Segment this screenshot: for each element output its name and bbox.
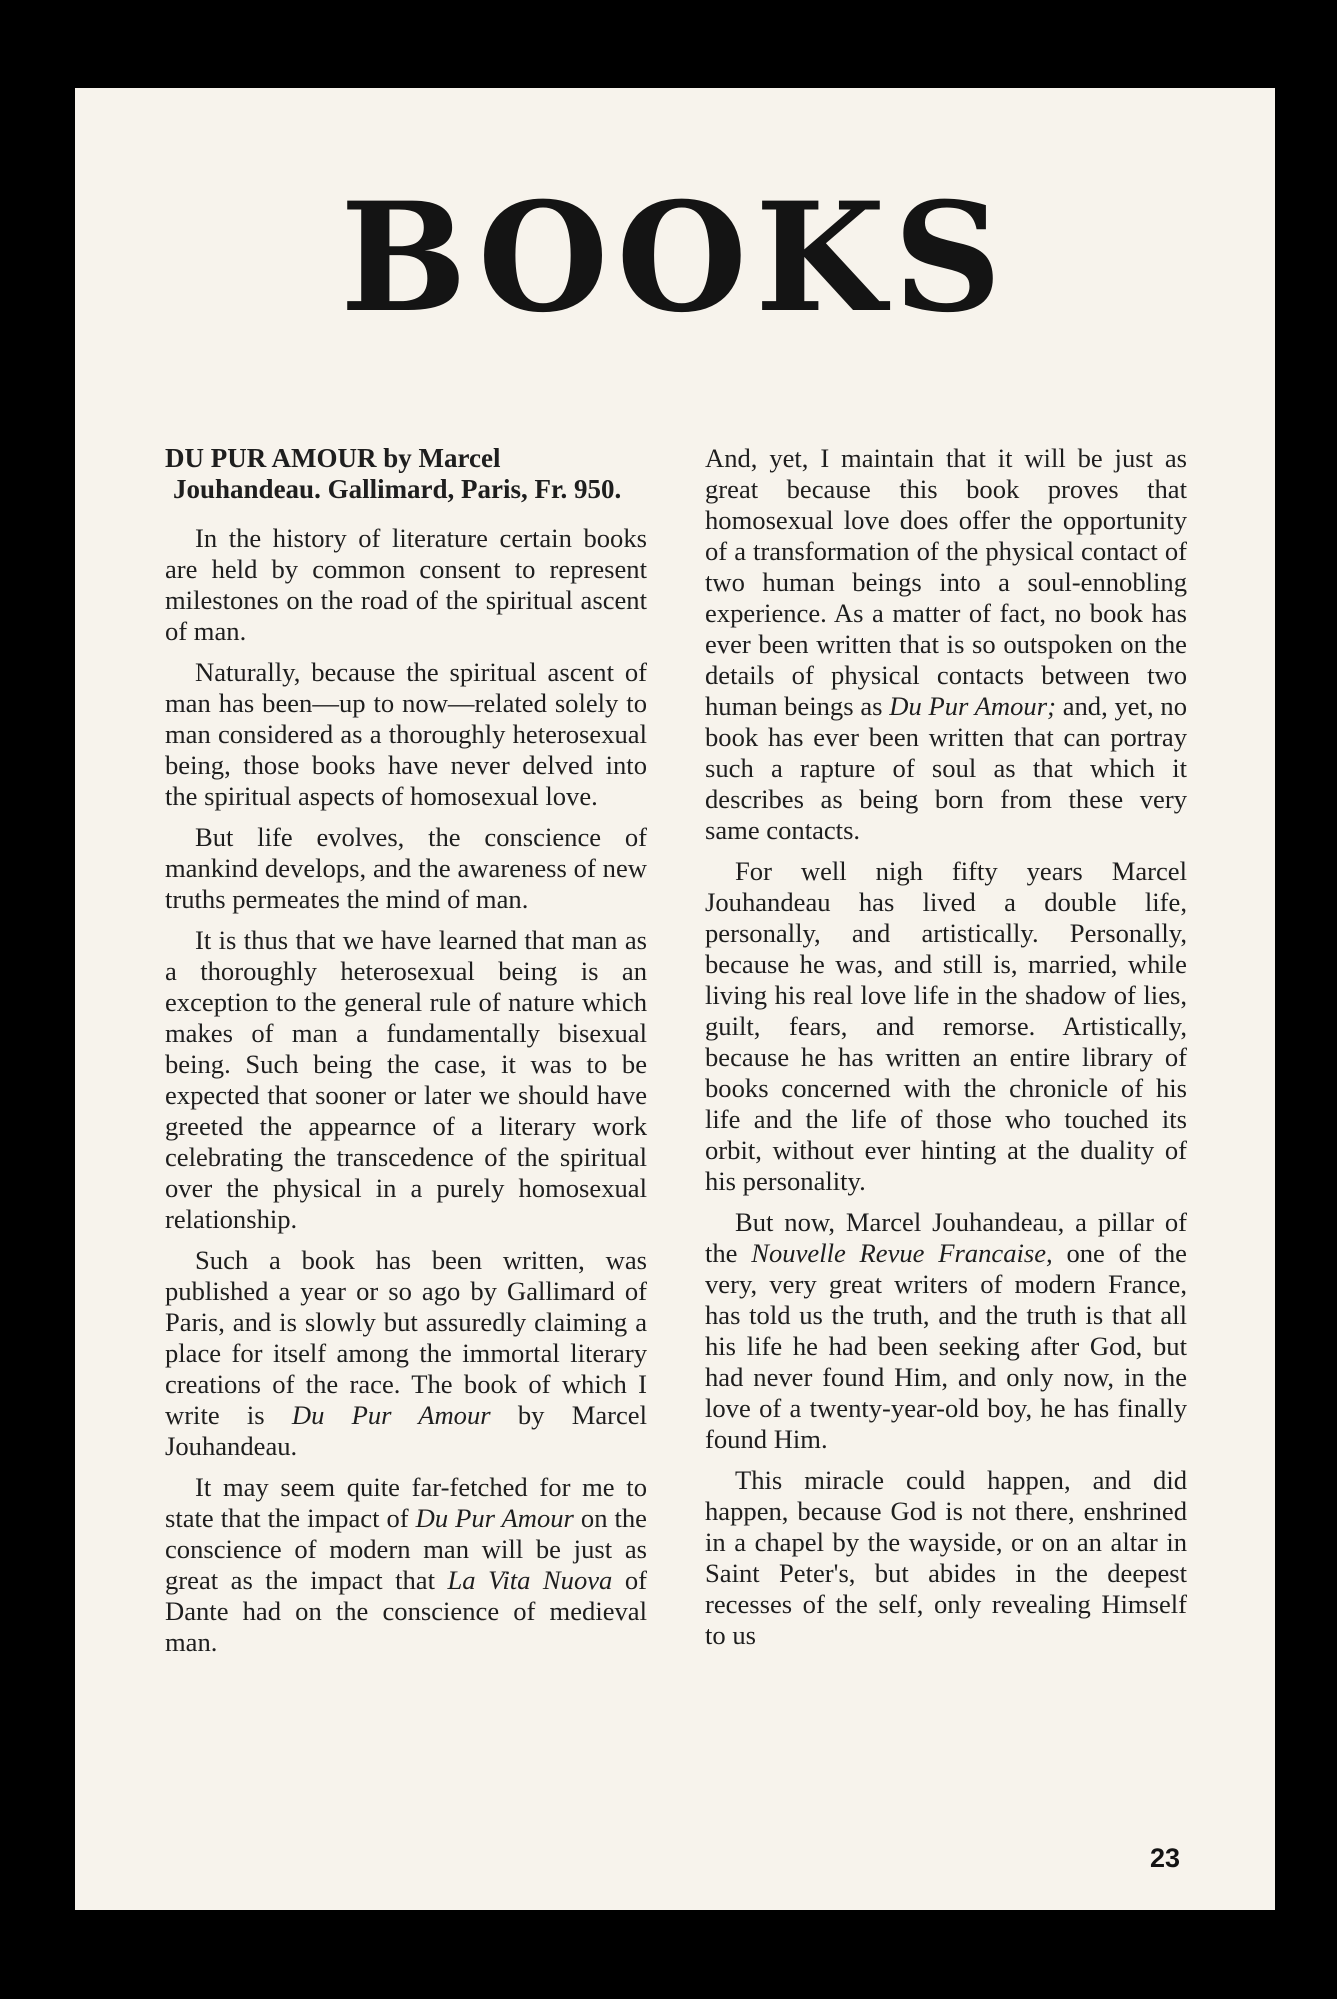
paragraph: [705, 1207, 1187, 1455]
paragraph: [165, 1472, 647, 1658]
paragraph: For well nigh fifty years Marcel Jouhandeau has lived a double life, personally, and artistically. Personally, because he was, and still is, married, while living his real love life in the shadow of lies, guilt, fears, and remorse. Artistically, because he has written an entire library of books concerned with the chronicle of his life and the life of those who touched its orbit, without ever hinting at the duality of his personality.: [705, 856, 1187, 1196]
text-run: of Dante had on the conscience of medieval man.: [165, 1565, 647, 1657]
paragraph: It is thus that we have learned that man as a thoroughly heterosexual being is an exception to the general rule of nature which makes of man a fundamentally bisexual being. Such being the case, it was to be expected that sooner or later we should have greeted the appearnce of a literary work celebrating the transcedence of the spiritual over the physical in a purely homosexual relationship.: [165, 925, 647, 1234]
left-column: [165, 443, 647, 1668]
book-title-italic: La Vita Nuova: [447, 1565, 613, 1595]
paragraph: [165, 1245, 647, 1462]
paragraph: Naturally, because the spiritual ascent of man has been—up to now—related solely to man considered as a thoroughly heterosexual being, those books have never delved into the spiritual aspects of homosexual love.: [165, 657, 647, 811]
journal-title-italic: Nouvelle Revue Francaise,: [751, 1238, 1053, 1268]
page-number: 23: [1149, 1843, 1180, 1873]
paragraph: But life evolves, the conscience of mankind develops, and the awareness of new truths permeates the mind of man.: [165, 822, 647, 914]
paragraph: This miracle could happen, and did happen, because God is not there, enshrined in a chapel by the wayside, or on an altar in Saint Peter's, but abides in the deepest recesses of the self, only revealing Himself to us: [705, 1465, 1187, 1650]
paragraph: [705, 443, 1187, 846]
magazine-page: [75, 88, 1275, 1910]
right-column: [705, 443, 1187, 1661]
text-run: one of the very, very great writers of modern France, has told us the truth, and the truth is that all his life he had been seeking after God, but had never found Him, and only now, in the love of a twenty-year-old boy, he has finally found Him.: [705, 1238, 1187, 1454]
text-run: and, yet, no book has ever been written that can portray such a rapture of soul as that which it describes as being born from these very same contacts.: [705, 691, 1187, 845]
book-title-italic: Du Pur Amour: [291, 1400, 491, 1430]
book-title-italic: Du Pur Amour: [415, 1503, 574, 1533]
text-run: Such a book has been written, was published a year or so ago by Gallimard of Paris, and is slowly but assuredly claiming a place for itself among the immortal literary creations of the race. The book of which I write is: [165, 1245, 647, 1430]
text-run: on the conscience of modern man will be just as great as the impact that: [165, 1503, 647, 1595]
section-title: BOOKS: [340, 170, 1010, 346]
review-heading: DU PUR AMOUR by Marcel Jouhandeau. Gallimard, Paris, Fr. 950.: [165, 443, 622, 504]
text-run: It may seem quite far-fetched for me to state that the impact of: [165, 1472, 647, 1533]
paragraph: In the history of literature certain books are held by common consent to represent milestones on the road of the spiritual ascent of man.: [165, 523, 647, 646]
text-run: But now, Marcel Jouhandeau, a pillar of the: [705, 1207, 1187, 1268]
text-run: And, yet, I maintain that it will be just as great because this book proves that homosexual love does offer the opportunity of a transformation of the physical contact of two human beings into a soul-ennobling experience. As a matter of fact, no book has ever been written that is so outspoken on the details of physical contacts between two human beings as: [705, 443, 1187, 721]
text-run: by Marcel Jouhandeau.: [165, 1400, 648, 1461]
book-title-italic: Du Pur Amour;: [889, 691, 1056, 721]
